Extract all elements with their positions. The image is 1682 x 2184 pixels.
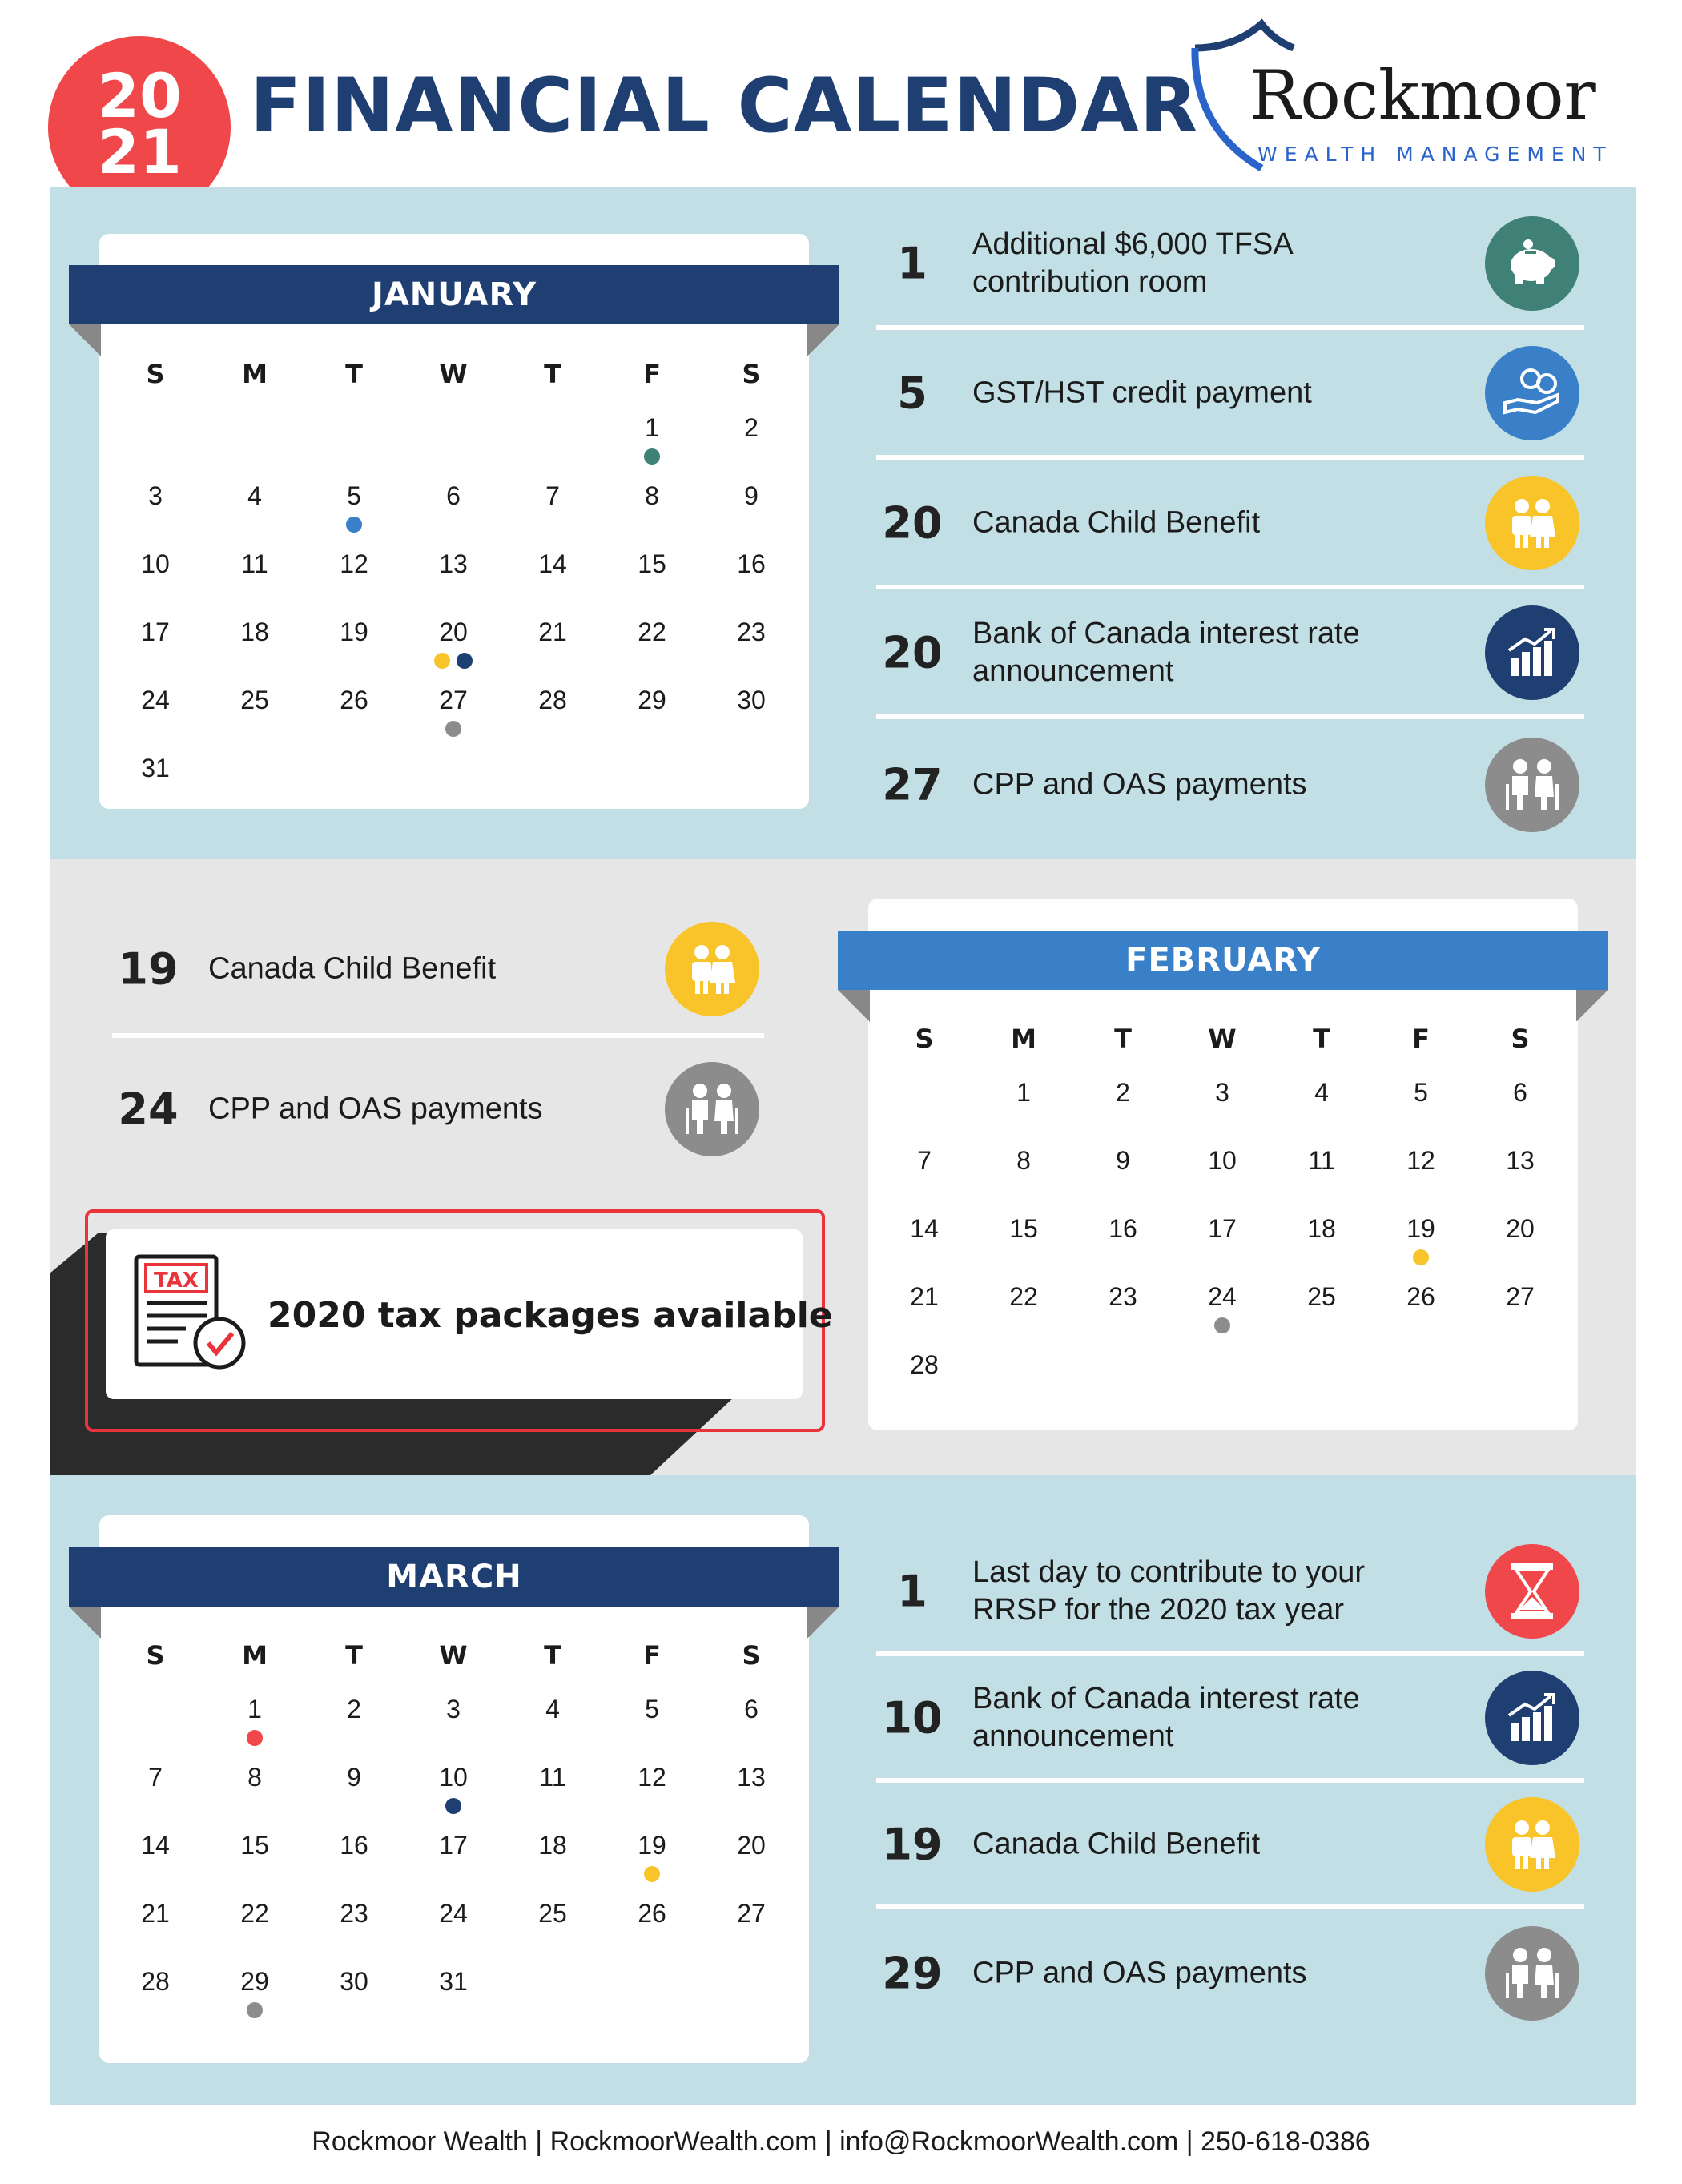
event-date: 20 xyxy=(882,627,943,678)
day-number: 6 xyxy=(446,481,461,510)
day-cell xyxy=(1173,1078,1272,1146)
day-cell xyxy=(503,617,602,686)
day-number: 16 xyxy=(737,549,766,578)
event-description: Bank of Canada interest rate announcement xyxy=(972,617,1360,688)
day-cell xyxy=(1173,1214,1272,1282)
day-number: 15 xyxy=(1009,1214,1038,1243)
event-dot xyxy=(1413,1249,1429,1265)
day-cell xyxy=(404,617,503,686)
day-cell xyxy=(1471,1078,1570,1146)
day-cell xyxy=(1272,1078,1371,1146)
day-number: 1 xyxy=(247,1695,262,1723)
day-cell xyxy=(702,1695,801,1763)
day-cell xyxy=(404,1763,503,1831)
event-item xyxy=(876,332,1584,460)
day-cell xyxy=(702,686,801,754)
event-markers xyxy=(1173,1317,1272,1333)
event-description: CPP and OAS payments xyxy=(208,1092,543,1126)
day-number: 14 xyxy=(141,1831,170,1860)
hourglass-icon xyxy=(1485,1544,1579,1639)
day-number: 24 xyxy=(141,686,170,714)
day-number: 24 xyxy=(439,1899,468,1928)
day-cell xyxy=(974,1214,1073,1282)
day-number: 20 xyxy=(1506,1214,1535,1243)
day-number: 5 xyxy=(1414,1078,1428,1107)
event-item xyxy=(876,1784,1584,1909)
day-cell xyxy=(602,1831,702,1899)
tax-document-icon xyxy=(130,1253,250,1374)
weekday-header: S xyxy=(742,359,761,389)
day-number: 13 xyxy=(737,1763,766,1792)
day-number: 13 xyxy=(439,549,468,578)
february-banner-fold-right xyxy=(1576,990,1608,1022)
event-dot xyxy=(434,653,450,669)
event-date: 24 xyxy=(118,1084,179,1135)
day-number: 11 xyxy=(1308,1146,1335,1175)
day-cell xyxy=(1272,1282,1371,1350)
seniors-icon xyxy=(1485,1926,1579,2021)
event-dot xyxy=(457,653,473,669)
empty-day-cell xyxy=(106,1695,205,1763)
children-icon xyxy=(1485,476,1579,570)
weekday-header: T xyxy=(1313,1024,1330,1054)
january-banner: JANUARY xyxy=(69,265,839,324)
day-cell xyxy=(503,481,602,549)
day-cell xyxy=(106,1967,205,2035)
day-number: 18 xyxy=(1307,1214,1336,1243)
day-number: 31 xyxy=(439,1967,468,1996)
day-cell xyxy=(702,1831,801,1899)
year-bottom: 21 xyxy=(97,116,182,187)
day-number: 18 xyxy=(538,1831,567,1860)
day-cell xyxy=(1272,1214,1371,1282)
day-number: 18 xyxy=(240,617,269,646)
event-date: 19 xyxy=(118,943,179,995)
event-item xyxy=(112,905,764,1038)
day-cell xyxy=(1272,1146,1371,1214)
day-cell xyxy=(106,481,205,549)
day-number: 11 xyxy=(241,549,268,578)
day-number: 12 xyxy=(638,1763,666,1792)
day-cell xyxy=(1173,1282,1272,1350)
weekday-header: F xyxy=(1412,1024,1430,1054)
day-cell xyxy=(602,413,702,481)
day-cell xyxy=(404,481,503,549)
weekday-header: F xyxy=(643,1640,661,1671)
day-number: 4 xyxy=(1314,1078,1329,1107)
day-cell xyxy=(304,617,404,686)
day-cell xyxy=(702,413,801,481)
day-number: 6 xyxy=(1513,1078,1527,1107)
weekday-header: M xyxy=(242,359,268,389)
day-number: 8 xyxy=(247,1763,262,1792)
day-number: 31 xyxy=(141,754,170,782)
footer-contact: Rockmoor Wealth | RockmoorWealth.com | info@RockmoorWealth.com | 250-618-0386 xyxy=(312,2126,1370,2157)
day-cell xyxy=(1471,1282,1570,1350)
day-cell xyxy=(702,1899,801,1967)
day-number: 7 xyxy=(917,1146,932,1175)
day-number: 3 xyxy=(148,481,163,510)
event-markers xyxy=(205,2002,304,2018)
day-number: 13 xyxy=(1506,1146,1535,1175)
event-dot xyxy=(247,1730,263,1746)
weekday-header: M xyxy=(242,1640,268,1671)
day-number: 8 xyxy=(1016,1146,1031,1175)
day-cell xyxy=(974,1078,1073,1146)
empty-day-cell xyxy=(304,413,404,481)
day-number: 23 xyxy=(340,1899,368,1928)
day-number: 26 xyxy=(638,1899,666,1928)
weekday-header: S xyxy=(742,1640,761,1671)
day-cell xyxy=(503,1899,602,1967)
day-number: 14 xyxy=(910,1214,939,1243)
day-cell xyxy=(1073,1214,1173,1282)
children-icon xyxy=(1485,1797,1579,1892)
event-markers xyxy=(1371,1249,1471,1265)
event-description: Bank of Canada interest rate announcement xyxy=(972,1682,1360,1753)
day-number: 25 xyxy=(1307,1282,1336,1311)
day-number: 29 xyxy=(240,1967,269,1996)
day-cell xyxy=(205,549,304,617)
empty-day-cell xyxy=(503,413,602,481)
event-markers xyxy=(404,1798,503,1814)
weekday-header: T xyxy=(345,1640,363,1671)
day-cell xyxy=(205,1695,304,1763)
event-date: 20 xyxy=(882,497,943,549)
day-number: 15 xyxy=(638,549,666,578)
day-number: 10 xyxy=(141,549,170,578)
day-number: 7 xyxy=(545,481,560,510)
event-date: 29 xyxy=(882,1948,943,1999)
day-number: 25 xyxy=(538,1899,567,1928)
empty-day-cell xyxy=(875,1078,974,1146)
day-cell xyxy=(205,617,304,686)
event-dot xyxy=(644,1866,660,1882)
growth-chart-icon xyxy=(1485,1671,1579,1765)
day-cell xyxy=(106,617,205,686)
event-dot xyxy=(644,448,660,465)
day-cell xyxy=(1073,1146,1173,1214)
day-number: 17 xyxy=(1208,1214,1237,1243)
day-number: 17 xyxy=(141,617,170,646)
day-number: 24 xyxy=(1208,1282,1237,1311)
day-number: 23 xyxy=(737,617,766,646)
day-number: 1 xyxy=(645,413,659,442)
day-number: 25 xyxy=(240,686,269,714)
event-dot xyxy=(346,517,362,533)
day-cell xyxy=(1073,1282,1173,1350)
event-markers xyxy=(205,1730,304,1746)
day-cell xyxy=(702,481,801,549)
day-cell xyxy=(1471,1214,1570,1282)
day-number: 8 xyxy=(645,481,659,510)
day-number: 26 xyxy=(1406,1282,1435,1311)
logo-subtitle: WEALTH MANAGEMENT xyxy=(1257,143,1613,166)
day-number: 4 xyxy=(247,481,262,510)
weekday-header: S xyxy=(146,359,165,389)
weekday-header: W xyxy=(439,359,468,389)
event-description: Additional $6,000 TFSA contribution room xyxy=(972,227,1292,299)
day-number: 28 xyxy=(910,1350,939,1379)
day-number: 20 xyxy=(737,1831,766,1860)
day-number: 22 xyxy=(240,1899,269,1928)
day-number: 4 xyxy=(545,1695,560,1723)
day-cell xyxy=(602,1695,702,1763)
event-item xyxy=(112,1043,764,1176)
day-number: 30 xyxy=(340,1967,368,1996)
seniors-icon xyxy=(665,1062,759,1156)
day-cell xyxy=(1371,1214,1471,1282)
event-item xyxy=(876,1911,1584,2036)
march-banner-fold-left xyxy=(69,1607,101,1639)
event-item xyxy=(876,721,1584,849)
day-number: 9 xyxy=(744,481,759,510)
event-markers xyxy=(602,448,702,465)
day-cell xyxy=(106,1899,205,1967)
day-number: 15 xyxy=(240,1831,269,1860)
day-number: 5 xyxy=(347,481,361,510)
event-description: GST/HST credit payment xyxy=(972,376,1312,410)
tax-notice-label: 2020 tax packages available xyxy=(268,1295,833,1336)
day-cell xyxy=(404,1695,503,1763)
january-banner-fold-left xyxy=(69,324,101,356)
day-number: 6 xyxy=(744,1695,759,1723)
day-number: 22 xyxy=(638,617,666,646)
day-number: 16 xyxy=(340,1831,368,1860)
event-description: CPP and OAS payments xyxy=(972,1956,1307,1990)
day-cell xyxy=(404,549,503,617)
year-top: 20 xyxy=(97,60,182,131)
day-number: 19 xyxy=(340,617,368,646)
day-cell xyxy=(875,1282,974,1350)
weekday-header: S xyxy=(146,1640,165,1671)
day-number: 7 xyxy=(148,1763,163,1792)
day-cell xyxy=(1371,1078,1471,1146)
tax-stamp: TAX xyxy=(154,1269,199,1293)
day-cell xyxy=(205,481,304,549)
event-date: 19 xyxy=(882,1819,943,1870)
day-cell xyxy=(974,1146,1073,1214)
event-date: 1 xyxy=(897,1566,928,1617)
day-cell xyxy=(106,1831,205,1899)
day-cell xyxy=(106,1763,205,1831)
event-dot xyxy=(445,1798,461,1814)
day-number: 10 xyxy=(1208,1146,1237,1175)
day-number: 23 xyxy=(1109,1282,1137,1311)
day-number: 28 xyxy=(538,686,567,714)
day-number: 1 xyxy=(1016,1078,1031,1107)
february-day-grid xyxy=(875,1024,1570,1418)
day-number: 29 xyxy=(638,686,666,714)
event-markers xyxy=(602,1866,702,1882)
day-cell xyxy=(875,1350,974,1418)
day-cell xyxy=(1073,1078,1173,1146)
day-number: 2 xyxy=(347,1695,361,1723)
day-cell xyxy=(1173,1146,1272,1214)
day-cell xyxy=(106,754,205,822)
empty-day-cell xyxy=(106,413,205,481)
logo-name: Rockmoor xyxy=(1249,56,1596,135)
day-number: 20 xyxy=(439,617,468,646)
day-number: 2 xyxy=(1116,1078,1130,1107)
event-date: 5 xyxy=(897,368,928,419)
weekday-header: W xyxy=(1208,1024,1237,1054)
day-cell xyxy=(503,1831,602,1899)
day-cell xyxy=(503,1695,602,1763)
event-item xyxy=(876,1658,1584,1783)
day-cell xyxy=(1471,1146,1570,1214)
day-cell xyxy=(304,1899,404,1967)
empty-day-cell xyxy=(404,413,503,481)
day-cell xyxy=(1371,1146,1471,1214)
day-number: 27 xyxy=(1506,1282,1535,1311)
weekday-header: T xyxy=(544,1640,561,1671)
january-day-grid xyxy=(106,359,801,822)
day-cell xyxy=(304,1967,404,2035)
event-description: Canada Child Benefit xyxy=(972,505,1261,540)
day-cell xyxy=(602,686,702,754)
day-number: 10 xyxy=(439,1763,468,1792)
event-dot xyxy=(445,721,461,737)
day-cell xyxy=(304,481,404,549)
day-number: 28 xyxy=(141,1967,170,1996)
day-cell xyxy=(205,1967,304,2035)
day-number: 19 xyxy=(1406,1214,1435,1243)
day-cell xyxy=(1371,1282,1471,1350)
children-icon xyxy=(665,922,759,1016)
february-banner-fold-left xyxy=(838,990,870,1022)
day-number: 21 xyxy=(910,1282,939,1311)
day-cell xyxy=(702,617,801,686)
hand-coins-icon xyxy=(1485,346,1579,440)
day-number: 2 xyxy=(744,413,759,442)
event-markers xyxy=(404,653,503,669)
seniors-icon xyxy=(1485,738,1579,832)
day-cell xyxy=(602,549,702,617)
event-description: CPP and OAS payments xyxy=(972,767,1307,802)
event-description: Canada Child Benefit xyxy=(208,951,497,986)
day-number: 19 xyxy=(638,1831,666,1860)
weekday-header: W xyxy=(439,1640,468,1671)
weekday-header: T xyxy=(345,359,363,389)
day-number: 27 xyxy=(439,686,468,714)
march-banner: MARCH xyxy=(69,1547,839,1607)
tax-notice xyxy=(106,1229,833,1399)
day-number: 30 xyxy=(737,686,766,714)
day-cell xyxy=(304,1763,404,1831)
day-number: 16 xyxy=(1109,1214,1137,1243)
piggy-bank-icon xyxy=(1485,216,1579,311)
day-cell xyxy=(404,686,503,754)
day-number: 3 xyxy=(446,1695,461,1723)
event-description: Canada Child Benefit xyxy=(972,1827,1261,1861)
event-description: Last day to contribute to your RRSP for the 2020 tax year xyxy=(972,1555,1366,1627)
day-number: 12 xyxy=(340,549,368,578)
day-cell xyxy=(205,1831,304,1899)
march-day-grid xyxy=(106,1640,801,2035)
event-item xyxy=(876,591,1584,719)
event-date: 10 xyxy=(882,1692,943,1744)
day-cell xyxy=(702,549,801,617)
day-cell xyxy=(503,686,602,754)
event-markers xyxy=(404,721,503,737)
weekday-header: F xyxy=(643,359,661,389)
day-number: 22 xyxy=(1009,1282,1038,1311)
day-cell xyxy=(702,1763,801,1831)
day-number: 9 xyxy=(1116,1146,1130,1175)
day-number: 11 xyxy=(539,1763,566,1792)
day-cell xyxy=(304,1831,404,1899)
day-cell xyxy=(304,549,404,617)
company-logo xyxy=(1185,16,1618,176)
weekday-header: T xyxy=(544,359,561,389)
day-number: 21 xyxy=(141,1899,170,1928)
growth-chart-icon xyxy=(1485,605,1579,700)
event-dot xyxy=(247,2002,263,2018)
event-date: 1 xyxy=(897,238,928,289)
event-dot xyxy=(1214,1317,1230,1333)
day-number: 14 xyxy=(538,549,567,578)
january-banner-fold-right xyxy=(807,324,839,356)
day-cell xyxy=(602,617,702,686)
day-cell xyxy=(602,1763,702,1831)
day-cell xyxy=(974,1282,1073,1350)
day-cell xyxy=(106,549,205,617)
day-number: 12 xyxy=(1406,1146,1435,1175)
day-cell xyxy=(875,1146,974,1214)
day-number: 9 xyxy=(347,1763,361,1792)
day-cell xyxy=(304,686,404,754)
day-cell xyxy=(602,1899,702,1967)
day-number: 27 xyxy=(737,1899,766,1928)
weekday-header: S xyxy=(1511,1024,1530,1054)
february-banner: FEBRUARY xyxy=(838,931,1608,990)
day-number: 3 xyxy=(1215,1078,1229,1107)
day-cell xyxy=(602,481,702,549)
day-cell xyxy=(404,1899,503,1967)
day-cell xyxy=(205,1899,304,1967)
page-title: FINANCIAL CALENDAR xyxy=(250,62,1199,150)
weekday-header: M xyxy=(1011,1024,1036,1054)
weekday-header: T xyxy=(1114,1024,1132,1054)
empty-day-cell xyxy=(205,413,304,481)
day-number: 5 xyxy=(645,1695,659,1723)
march-banner-fold-right xyxy=(807,1607,839,1639)
day-cell xyxy=(404,1831,503,1899)
day-cell xyxy=(106,686,205,754)
day-cell xyxy=(503,549,602,617)
day-cell xyxy=(875,1214,974,1282)
day-cell xyxy=(304,1695,404,1763)
event-item xyxy=(876,1531,1584,1656)
event-markers xyxy=(304,517,404,533)
weekday-header: S xyxy=(915,1024,934,1054)
event-item xyxy=(876,461,1584,589)
day-number: 21 xyxy=(538,617,567,646)
day-cell xyxy=(404,1967,503,2035)
day-cell xyxy=(503,1763,602,1831)
day-cell xyxy=(205,1763,304,1831)
day-number: 17 xyxy=(439,1831,468,1860)
event-date: 27 xyxy=(882,759,943,810)
day-cell xyxy=(205,686,304,754)
event-item xyxy=(876,202,1584,330)
day-number: 26 xyxy=(340,686,368,714)
